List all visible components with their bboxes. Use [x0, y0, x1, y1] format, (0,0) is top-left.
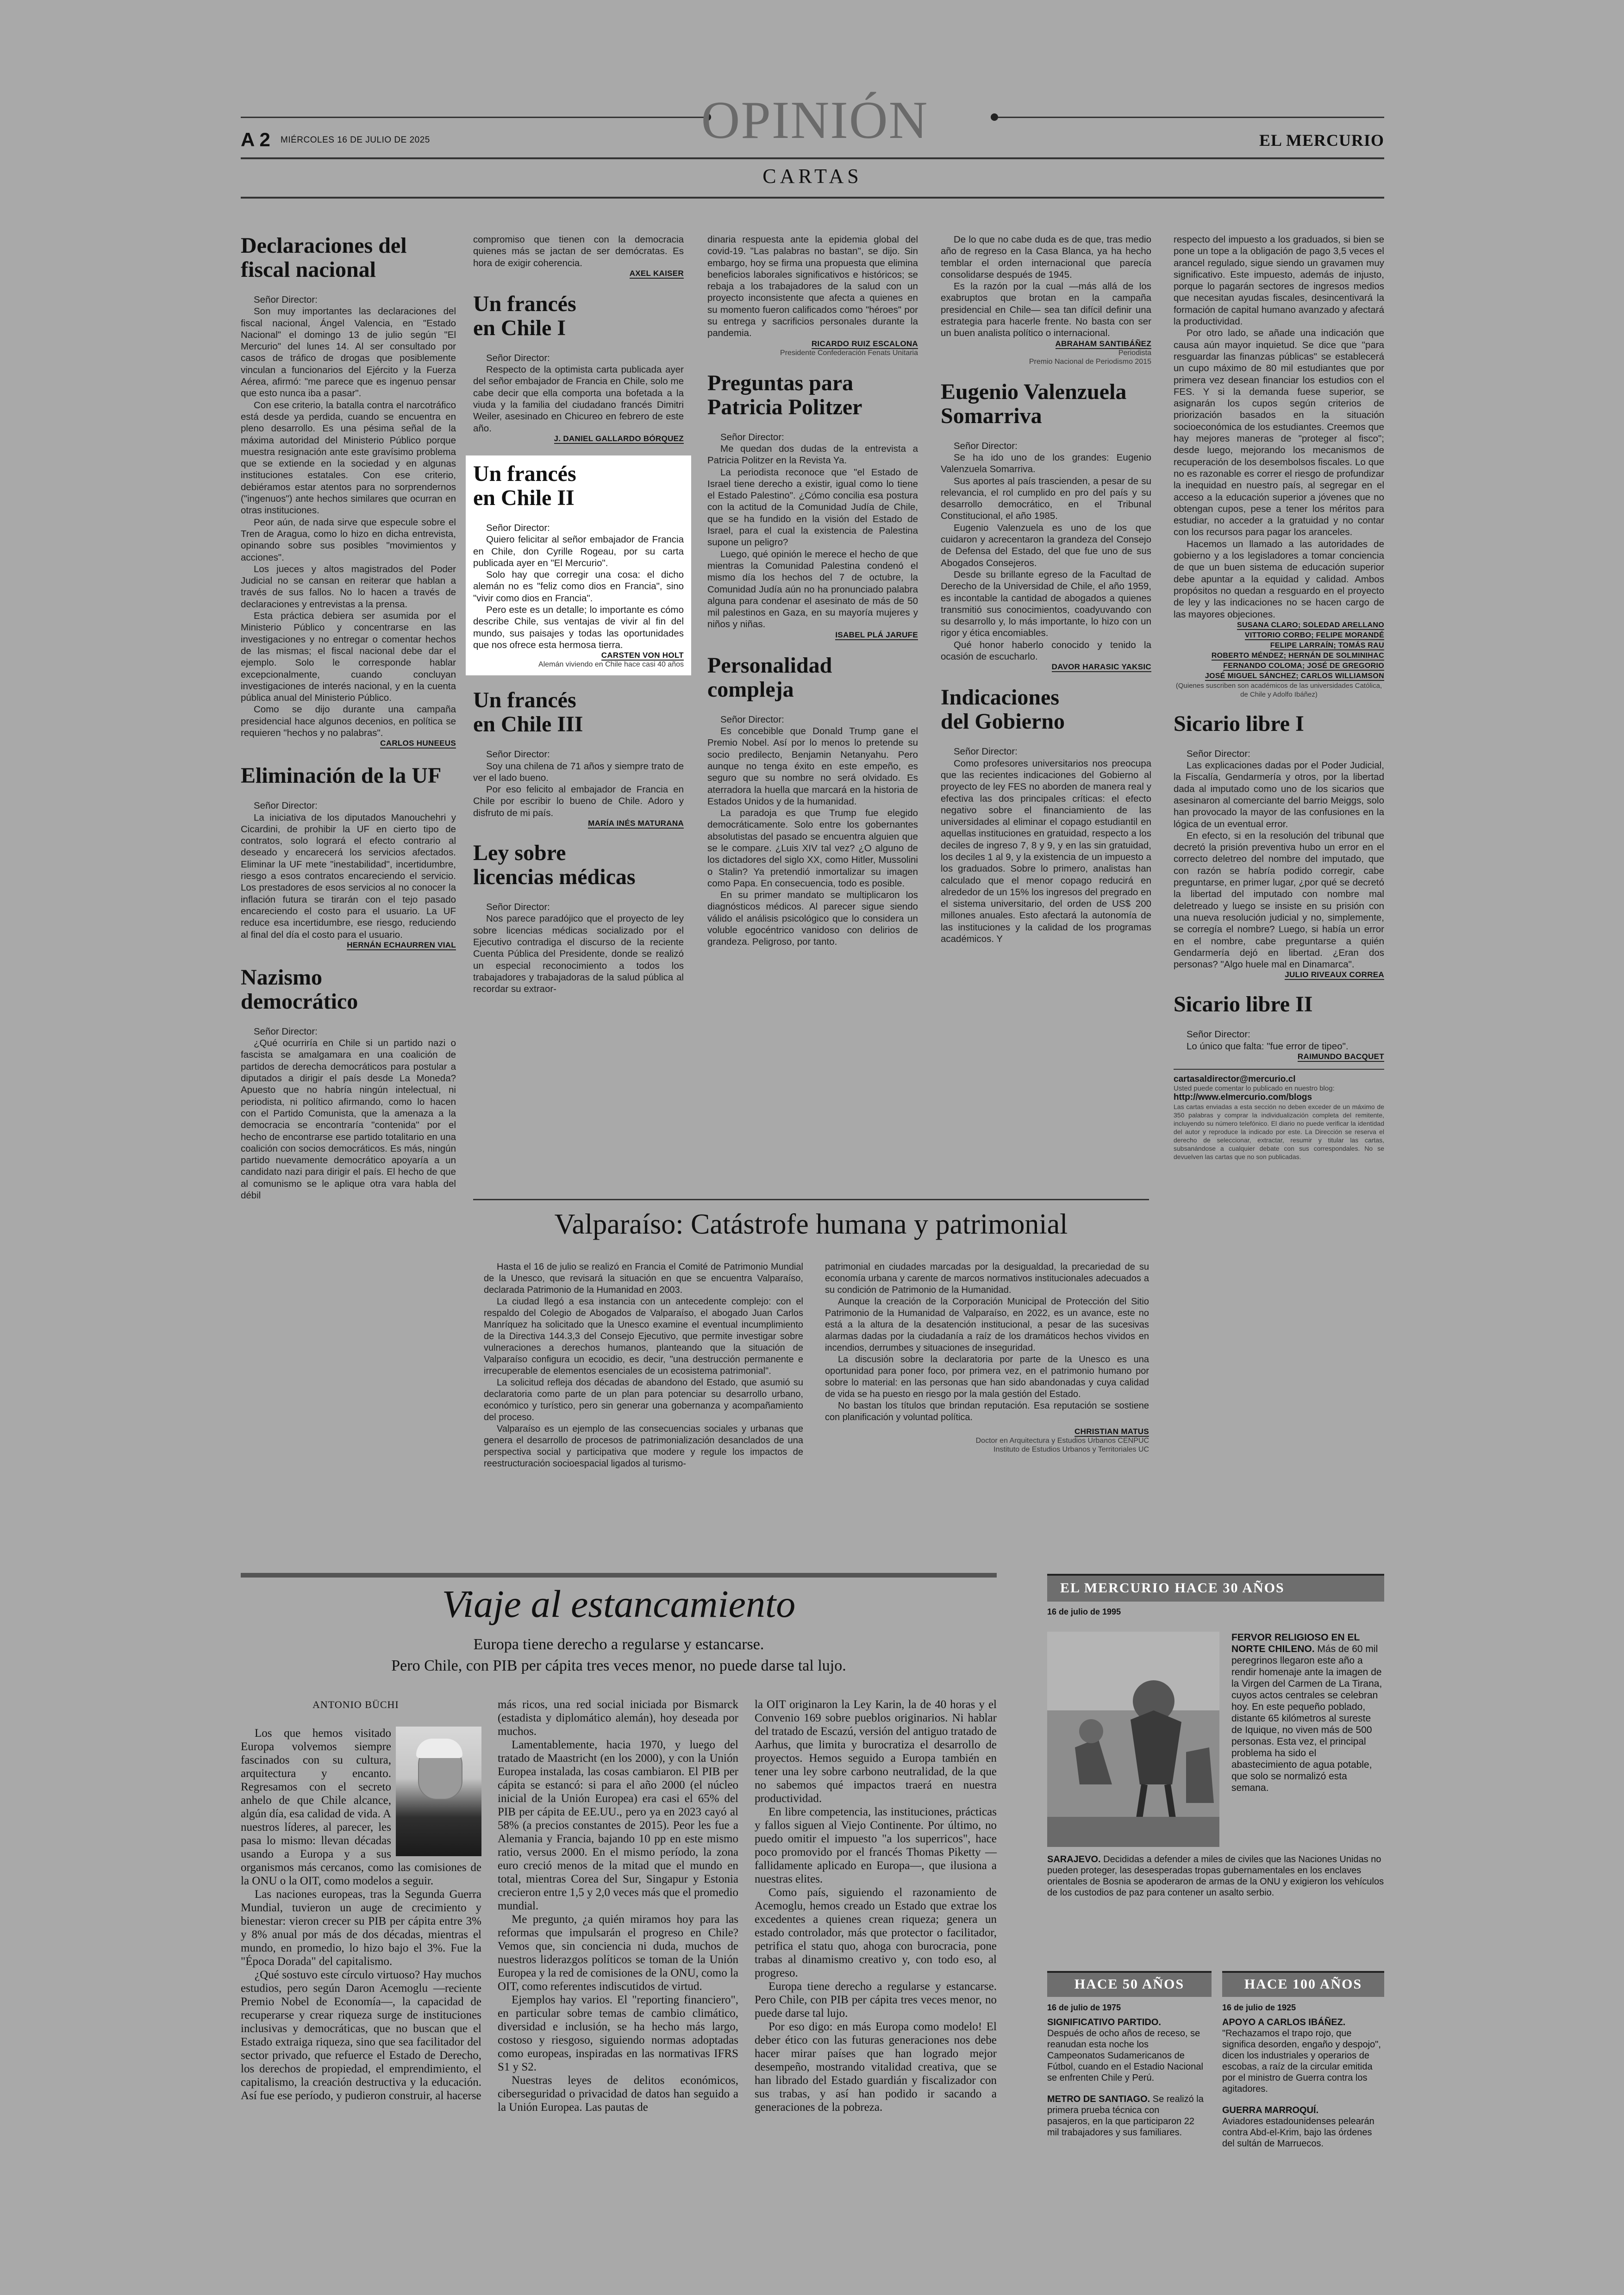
salutation: Señor Director: [720, 431, 784, 443]
deck-line: Pero Chile, con PIB per cápita tres veces menor, no puede darse tal lujo. [391, 1657, 846, 1674]
letter-title: Sicario libre II [1174, 992, 1313, 1017]
letter-body [473, 352, 684, 434]
dancers-photo-icon [1047, 1632, 1219, 1847]
letter-body [241, 800, 456, 941]
letter-body [473, 522, 684, 651]
valpo-signature: CHRISTIAN MATUS [1074, 1427, 1149, 1436]
valpo-col-1: Hasta el 16 de julio se realizó en Francia el Comité de Patrimonio Mundial de la Unesco, que revisará la situación en que se encuentra Valparaíso, declarada Patrimonio de la Humanidad en 2003. La ciudad llegó a esa instancia con un antecedente complejo: con el respaldo del Colegio de Abogados de Valparaíso, el abogado Juan Carlos Manríquez ha solicitado que la Unesco examine el eventual incumplimiento de la Directiva 144.3,3 del Consejo Ejecutivo, que permite investigar sobre vulneraciones a derechos humanos, planteando que la situación de Valparaíso configura un ecocidio, es decir, "una destrucción permanente e irrecuperable de elementos esenciales de un ecosistema patrimonial". La solicitud refleja dos décadas de abandono del Estado, que asumió su declaratoria como parte de un plan para potenciar su desarrollo urbano, económico y turístico, pero sin generar una gobernanza y acompañamiento del proceso. Valparaíso es un ejemplo de las consecuencias sociales y urbanas que genera el desarrollo de procesos de patrimonialización desanclados de una perspectiva social y participativa que modere y regule los impactos de reestructuración socioespacial ligados al turismo- [484, 1262, 803, 1469]
letter-body [941, 746, 1151, 945]
paragraph: Se ha ido uno de los grandes: Eugenio Valenzuela Somarriva. [941, 452, 1151, 475]
history-30-story: FERVOR RELIGIOSO EN EL NORTE CHILENO. Más de 60 mil peregrinos llegaron este año a rendir homenaje ante la imagen de la Virgen del Carmen de La Tirana, cuyos actos centrales se celebran hoy. En este pequeño poblado, distante 65 kilómetros al sureste de Iquique, no viven más de 500 personas. Esta vez, el principal problema ha sido el abastecimiento de agua potable, que solo se normalizó esta semana. [1231, 1632, 1382, 1793]
letter-title: Eugenio Valenzuela Somarriva [941, 379, 1127, 428]
signature-subtitle: Alemán viviendo en Chile hace casi 40 años [538, 661, 684, 669]
letter-continuation: De lo que no cabe duda es de que, tras medio año de regreso en la Casa Blanca, ya ha hecho temblar el orden internacional que parecía consolidarse después de 1945. Es la razón por la cual —más allá de los exabruptos que brotan en la campaña presidencial en Chile— sea tan difícil definir una estrategia para hacerle frente. No basta con ser un buen analista político o internacional. [941, 234, 1151, 339]
column-deck [241, 1634, 997, 1677]
letter-title: Personalidad compleja [707, 653, 832, 702]
letter-title: Un francés en Chile I [473, 291, 576, 340]
contact-note: Usted puede comentar lo publicado en nuestro blog: [1174, 1085, 1335, 1093]
column-top-rule [241, 1573, 997, 1578]
history-30-photo [1047, 1632, 1219, 1847]
column-col-1: Los que hemos visitado Europa volvemos siempre fascinados con su cultura, arquitectura y encanto. Regresamos con el secreto anhelo de que Chile alcance, algún día, esa calidad de vida. A nuestros líderes, al parecer, les pasa lo mismo: llevan décadas usando a Europa y a sus organismos más cercanos, como las comisiones de la ONU o la OIT, como modelos a seguir. Las naciones europeas, tras la Segunda Guerra Mundial, tuvieron un auge de crecimiento y bienestar: vieron crecer su PIB per cápita entre 3% y 8% anual por más de dos décadas, mientras el mundo, en promedio, lo hizo bajo el 3%. Fue la "Época Dorada" del capitalismo. ¿Qué sostuvo este círculo virtuoso? Hay muchos estudios, pero según Daron Acemoglu —reciente Premio Nobel de Economía—, la capacidad de recuperarse y crear riqueza surge de instituciones inclusivas y democráticas, que no buscan que el Estado extraiga riqueza, sino que sea facilitador del sector privado, que refuerce el Estado de Derecho, los derechos de propiedad, el emprendimiento, el capitalismo, la creación destructiva y la educación. Así fue ese período, y pudieron construir, al hacerse [241, 1727, 481, 2102]
brand-logo: EL MERCURIO [1259, 131, 1384, 150]
paragraph: Por eso felicito al embajador de Francia en Chile por escribir lo bueno de Chile. Adoro y disfruto de mi país. [473, 784, 684, 818]
paragraph: Peor aún, de nada sirve que especule sobre el Tren de Aragua, como lo hizo en dicha entrevista, opinando sobre sus posibles "movimientos y acciones". [241, 517, 456, 563]
paragraph: Solo hay que corregir una cosa: el dicho alemán no es "feliz como dios en Francia", sino "vivir como dios en Francia". [473, 569, 684, 604]
history-30-story-2: SARAJEVO. Decididas a defender a miles de civiles que las Naciones Unidas no pueden proteger, las desesperadas tropas gubernamentales en los enclaves orientales de Bosnia se apoderaron de armas de la ONU y exigieron los vehículos de los custodios de paz para contener un asalto serbio. [1047, 1854, 1384, 1898]
header-mid-rule [241, 157, 1384, 159]
salutation: Señor Director: [254, 800, 318, 811]
valpo-title: Valparaíso: Catástrofe humana y patrimonial [554, 1209, 1068, 1240]
paragraph: Eugenio Valenzuela es uno de los que cuidaron y acrecentaron la grandeza del Consejo de Defensa del Estado, del que fue uno de sus Abogados Consejeros. [941, 522, 1151, 568]
letters-col-2 [473, 234, 684, 995]
history-50-col: 16 de julio de 1975 SIGNIFICATIVO PARTIDO. Después de ocho años de receso, se reanudan esta noche los Campeonatos Sudamericanos de Fútbol, cuando en el Estadio Nacional se enfrenten Chile y Perú. METRO DE SANTIAGO. Se realizó la primera prueba técnica con pasajeros, en la que participaron 22 mil trabajadores y sus familiares. [1047, 2003, 1204, 2138]
column-author: ANTONIO BÜCHI [312, 1699, 399, 1710]
paragraph: En su primer mandato se multiplicaron los diagnósticos médicos. Al parecer sigue siendo válido el análisis psicológico que lo considera un voluble egocéntrico vanidoso con delirios de grandeza. Peligroso, por tanto. [707, 890, 918, 948]
valpo-rule [473, 1199, 1149, 1200]
letter-body [473, 748, 684, 819]
letter-signature: DAVOR HARASIC YAKSIC [1051, 662, 1151, 672]
header-right-dot [991, 113, 998, 121]
letter-body [707, 431, 918, 630]
paragraph: Quiero felicitar al señor embajador de Francia en Chile, don Cyrille Rogeau, por su carta publicada ayer en "El Mercurio". [473, 534, 684, 568]
paragraph: La periodista reconoce que "el Estado de Israel tiene derecho a existir, igual como lo tiene el Estado Palestino". ¿Cómo concilia esa postura con la actitud de la Comunidad Judía de Chile, que se ha fundido en la visión del Estado de Israel, para el cual la existencia de Palestina supone un peligro? [707, 467, 918, 548]
paragraph: Esta práctica debiera ser asumida por el Ministerio Público y concentrarse en las investigaciones y no entregar o comentar hechos de las mismas; el fiscal nacional debe dar el ejemplo. Solo le corresponde hablar excepcionalmente, cuando concluyan investigaciones de interés nacional, y en la cuenta pública anual del Ministerio Público. [241, 611, 456, 704]
paragraph: Pero este es un detalle; lo importante es cómo describe Chile, sus ventajas de vivir al fin del mundo, sus paisajes y todas las oportunidades que nos ofrece esta hermosa tierra. [473, 605, 684, 650]
signature-subtitle: Periodista [1118, 349, 1151, 357]
letter-signatures: SUSANA CLARO; SOLEDAD ARELLANO VITTORIO CORBO; FELIPE MORANDÉ FELIPE LARRAÍN; TOMÁS RAU ROBERTO MÉNDEZ; HERNÁN DE SOLMINIHAC FERNANDO COLOMA; JOSÉ DE GREGORIO JOSÉ MIGUEL SÁNCHEZ; CARLOS WILLIAMSON [1205, 621, 1384, 680]
letter-title: Eliminación de la UF [241, 763, 442, 788]
letter-signature: MARÍA INÉS MATURANA [588, 819, 684, 828]
paragraph: La paradoja es que Trump fue elegido democráticamente. Solo entre los gobernantes absolutistas del pasado se encuentra alguien que se le compare. ¿Luis XIV tal vez? ¿O alguno de los dictadores del siglo XX, como Hitler, Mussolini o Stalin? Ya pretendió inmortalizar su imagen como Papa. En consecuencia, todo es posible. [707, 808, 918, 889]
letter-continuation: respecto del impuesto a los graduados, si bien se pone un tope a la obligación de pago 3,5 veces el arancel regulado, sigue siendo un gravamen muy significativo. Este impuesto, además de injusto, porque lo pagarán sectores de ingresos medios que necesitan ayudas fiscales, desincentivará la formación de capital humano avanzado y afectará la productividad. Por otro lado, se añade una indicación que causa aún mayor inquietud. Se dice que "para resguardar las finanzas públicas" se establecerá un cupo máximo de 80 mil estudiantes que por primera vez desean financiar los estudios con el FES. Y si la demanda fuese superior, se asignarán los cupos según criterios de priorización basados en la situación socioeconómica de los estudiantes. Creemos que hay mejores maneras de "proteger al fisco"; desde luego, mejorando los mecanismos de recuperación de los desembolsos fiscales. Lo que no es razonable es correr el riesgo de profundizar la inequidad en nuestro país, al segregar en el acceso a la educación superior a jóvenes que no obtengan cupos, pese a tener los méritos para estudiar, no acceder a la gratuidad y no contar con los recursos para pagar los aranceles. Hacemos un llamado a las autoridades de gobierno y a los legisladores a tomar conciencia de que un buen sistema de educación superior debe apuntar a la equidad y calidad. Ambos propósitos no quedan a resguardo en el proyecto de ley y las indicaciones no se hacen cargo de las mayores objeciones. [1174, 234, 1384, 620]
page-date: MIÉRCOLES 16 DE JULIO DE 2025 [281, 135, 430, 145]
paragraph: Soy una chilena de 71 años y siempre trato de ver el lado bueno. [473, 761, 684, 783]
letter-title: Preguntas para Patricia Politzer [707, 370, 862, 419]
history-100-col: 16 de julio de 1925 APOYO A CARLOS IBÁÑEZ. "Rechazamos el trapo rojo, que significa desorden, engaño y despojo", dicen los industriales y operarios de escobas, a raíz de la circular emitida por el ministro de Guerra contra los agitadores. GUERRA MARROQUÍ. Aviadores estadounidenses pelearán contra Abd-el-Krim, bajo las órdenes del sultán de Marruecos. [1222, 2003, 1381, 2149]
letter-continuation: compromiso que tienen con la democracia quienes más se jactan de ser demócratas. Es hora de exigir coherencia. [473, 234, 684, 268]
signature-subtitle: Presidente Confederación Fenats Unitaria [780, 349, 918, 357]
paragraph: La iniciativa de los diputados Manouchehri y Cicardini, de prohibir la UF en cierto tipo de contratos, solo logrará el efecto contrario al deseado y encarecerá los servicios afectados. Eliminar la UF mete "inestabilidad", incertidumbre, riesgo a esos contratos encareciendo el servicio. Los prestadores de esos servicios al no conocer la inflación futura se tirarán con el tejo pasado encareciendo el costo para el usuario. La UF reduce esa incertidumbre, ese riesgo, reduciendo al final del día el costo para el usuario. [241, 812, 456, 940]
letter-title: Sicario libre I [1174, 711, 1304, 736]
salutation: Señor Director: [1187, 1029, 1250, 1040]
header [241, 88, 1384, 204]
history-30-header [1047, 1574, 1384, 1602]
salutation: Señor Director: [1187, 748, 1250, 759]
history-30-date: 16 de julio de 1995 [1047, 1607, 1121, 1616]
letters-col-3 [707, 234, 918, 948]
salutation: Señor Director: [954, 440, 1018, 451]
salutation: Señor Director: [954, 746, 1018, 757]
subsection-title: CARTAS [762, 165, 862, 187]
letter-signature: RICARDO RUIZ ESCALONA [811, 339, 918, 348]
letter-signature: CARLOS HUNEEUS [380, 739, 456, 748]
paragraph: Nos parece paradójico que el proyecto de ley sobre licencias médicas socializado por el Ejecutivo contradiga el discurso de la reciente Cuenta Pública del Presidente, donde se realizó un especial reconocimiento a todos los trabajadores y trabajadoras de la salud pública al recordar su extraor- [473, 913, 684, 995]
letters-col-1 [241, 234, 456, 1201]
valpo-subtitle: Instituto de Estudios Urbanos y Territoriales UC [993, 1446, 1149, 1453]
salutation: Señor Director: [254, 1026, 318, 1037]
paragraph: Qué honor haberlo conocido y tenido la ocasión de escucharlo. [941, 639, 1151, 662]
salutation: Señor Director: [254, 294, 318, 305]
history-100-title: HACE 100 AÑOS [1244, 1977, 1362, 1992]
letter-signature: CARSTEN VON HOLT [601, 651, 684, 660]
letter-body [1174, 1029, 1384, 1052]
highlighted-letter [466, 455, 691, 675]
page-number: A 2 [241, 129, 270, 150]
letter-title: Declaraciones del fiscal nacional [241, 233, 407, 282]
letter-title: Un francés en Chile III [473, 688, 583, 737]
letter-title: Nazismo democrático [241, 965, 358, 1014]
letter-title: Un francés en Chile II [473, 461, 576, 510]
letter-title: Indicaciones del Gobierno [941, 685, 1065, 734]
letter-body [707, 714, 918, 948]
signature-subtitle: Premio Nacional de Periodismo 2015 [1029, 357, 1151, 366]
history-30-title: EL MERCURIO HACE 30 AÑOS [1060, 1580, 1285, 1596]
salutation: Señor Director: [486, 352, 550, 363]
letters-col-5 [1174, 234, 1384, 1161]
valpo-subtitle: Doctor en Arquitectura y Estudios Urbanos CENPUC [975, 1437, 1149, 1445]
letter-signature: AXEL KAISER [629, 268, 684, 278]
paragraph: En efecto, si en la resolución del tribunal que decretó la prisión preventiva hubo un error en el correcto deletreo del nombre del imputado, que con razón se habría podido corregir, cabe preguntarse, en primer lugar, ¿por qué se decretó la libertad del imputado con nombre mal deletreado y luego se insiste en su prisión con una nueva resolución judicial y no, simplemente, se corregía el nombre? Luego, si había un error en el nombre, cabe preguntarse a quién Gendarmería dejó en libertad. ¿Eran dos personas? "Algo huele mal en Dinamarca". [1174, 830, 1384, 970]
salutation: Señor Director: [486, 522, 550, 533]
history-50-title: HACE 50 AÑOS [1074, 1977, 1185, 1992]
letter-body [473, 901, 684, 995]
paragraph: Con ese criterio, la batalla contra el narcotráfico está desde ya perdida, cuando se encuentra en pleno desarrollo. Es una pésima señal de la máxima autoridad del Ministerio Público porque muestra resignación ante este gravísimo problema que se extiende en la sociedad y en algunas instituciones estatales. Con ese criterio, debiéramos estar atentos para no sorprendernos ("ingenuos") ante hechos similares que ocurran en otras instituciones. [241, 399, 456, 516]
salutation: Señor Director: [486, 749, 550, 760]
letter-body [941, 440, 1151, 663]
header-left-rule [241, 117, 704, 118]
paragraph: Me quedan dos dudas de la entrevista a Patricia Politzer en la Revista Ya. [707, 443, 918, 466]
author-hair [416, 1739, 462, 1758]
letter-body [241, 294, 456, 739]
author-photo [396, 1727, 481, 1856]
paragraph: Son muy importantes las declaraciones del fiscal nacional, Ángel Valencia, en "Estado Nacional" el domingo 13 de julio según "El Mercurio" del lunes 14. Al ser consultado por casos de tráfico de drogas que posiblemente vinculan a funcionarios del Ejército y la Fuerza Aérea, afirmó: "me parece que es ingenuo pensar que esto nunca iba a pasar". [241, 306, 456, 399]
paragraph: ¿Qué ocurriría en Chile si un partido nazi o fascista se amalgamara en una coalición de partidos de derecha democráticos para postular a diputados a dirigir el país desde La Moneda? Apuesto que no habría ningún intelectual, ni periodista, ni político afirmando, como lo hacen con el Partido Comunista, que la amenaza a la democracia se encontraría "contenida" por el hecho de encontrarse ese partido totalitario en una coalición con socios democráticos. Es más, ningún partido nuevamente democrático apoyaría a un candidato nazi para dirigir el país. El hecho de que al comunismo se le aplique otra vara habla del débil [241, 1038, 456, 1201]
salutation: Señor Director: [720, 714, 784, 725]
letter-signature: J. DANIEL GALLARDO BÓRQUEZ [554, 434, 684, 443]
paragraph: Los jueces y altos magistrados del Poder Judicial no se cansan en reiterar que hablan a través de sus fallos. No lo hacen a través de declaraciones y entrevistas a la prensa. [241, 563, 456, 610]
section-title: OPINIÓN [701, 91, 929, 150]
contact-policy: Las cartas enviadas a esta sección no deben exceder de un máximo de 350 palabras y comprar la individualización completa del remitente, incluyendo su número telefónico. El diario no puede verificar la identidad del autor y reproduce la indicado por este. La Dirección se reserva el derecho de seleccionar, extractar, resumir y titular las cartas, subsanándose a cualquier debate con sus correspondales. No se devuelven las cartas que no son publicadas. [1174, 1103, 1384, 1161]
letters-col-4 [941, 234, 1151, 945]
paragraph: Respecto de la optimista carta publicada ayer del señor embajador de Francia en Chile, solo me cabe decir que ella comporta una bofetada a la viuda y la familia del ciudadano francés Dimitri Weiler, asesinado en Chicureo en febrero de este año. [473, 364, 684, 434]
paragraph: Las explicaciones dadas por el Poder Judicial, la Fiscalía, Gendarmería y otros, por la libertad dada al imputado como uno de los sicarios que asesinaron al comerciante del barrio Meiggs, solo han provocado la mayor de las confusiones en la lógica de un eventual error. [1174, 760, 1384, 829]
paragraph: Desde su brillante egreso de la Facultad de Derecho de la Universidad de Chile, el año 1959, es incontable la cantidad de abogados a quienes transmitió sus conocimientos, coadyuvando con su desarrollo y, lo más importante, lo hizo con un rigor y ética encomiables. [941, 569, 1151, 639]
signature-subtitle: (Quienes suscriben son académicos de las universidades Católica, de Chile y Adolfo Ibáñez) [1175, 681, 1382, 698]
contact-email[interactable]: cartasaldirector@mercurio.cl [1174, 1074, 1296, 1085]
paragraph: Como profesores universitarios nos preocupa que las recientes indicaciones del Gobierno al proyecto de ley FES no aborden de manera real y efectiva las dos principales críticas: el efecto negativo sobre el financiamiento de las universidades al eliminar el copago estudiantil en aquellas instituciones en gratuidad, respecto a los deciles de ingreso 7, 8 y 9, y en las sin gratuidad, los deciles 1 al 9, y la existencia de un impuesto a los graduados. Sobre lo primero, analistas han calculado que el menor copago reducirá en alrededor de un 15% los ingresos del pregrado en el sistema universitario, del orden de US$ 200 millones anuales. Esto afectará la autonomía de las instituciones y la calidad de los programas académicos. Y [941, 758, 1151, 945]
letter-body [1174, 748, 1384, 971]
letter-continuation: dinaria respuesta ante la epidemia global del covid-19. "Las palabras no bastan", se dijo. Sin embargo, hoy se firma una propuesta que elimina beneficios laborales significativos e históricos; se rebaja a los trabajadores de la salud con un proyecto inconsistente que afecta a quienes en su momento fueron calificados como "héroes" por su entrega y sacrificios personales durante la pandemia. [707, 234, 918, 339]
column-col-3: la OIT originaron la Ley Karin, la de 40 horas y el Convenio 169 sobre pueblos originarios. Ni hablar del tratado de Escazú, versión del antiguo tratado de Aarhus, que limita y burocratiza el desarrollo de proyectos. Hemos seguido a Europa también en tener una ley sobre carbono neutralidad, de la que no sabemos qué impactos traerá en nuestra productividad. En libre competencia, las instituciones, prácticas y fallos siguen al Viejo Continente. Por último, no puedo omitir el impuesto "a los superricos", hace poco promovido por el francés Thomas Piketty —fallidamente aplicado en Europa—, que ilusiona a nuestras elites. Como país, siguiendo el razonamiento de Acemoglu, hemos creado un Estado que extrae los excedentes a quienes crean riqueza; genera un estado controlador, más que protector o facilitador, petrifica el statu quo, ahoga con burocracia, pone trabas al dinamismo creativo y, con todo eso, al progreso. Europa tiene derecho a regularse y estancarse. Pero Chile, con PIB per cápita tres veces menor, no puede darse tal lujo. Por eso digo: en más Europa como modelo! El deber ético con las futuras generaciones nos debe hacer mirar países que han logrado mejor desempeño, mostrando vitalidad creativa, que se han librado del Estado guardián y fiscalizador con sus trabas, y así han podido ir sacando a generaciones de la pobreza. [755, 1698, 997, 2114]
column-col-2: más ricos, una red social iniciada por Bismarck (estadista y diplomático alemán), hoy deseada por muchos. Lamentablemente, hacia 1970, y luego del tratado de Maastricht (en los 2000), y con la Unión Europea instalada, las cosas cambiaron. El PIB per cápita se estancó: si para el año 2000 (el núcleo inicial de la Unión Europea) era casi el 65% del PIB per cápita de EE.UU., pero ya en 2023 cayó al 58% (a precios constantes de 2015). Peor les fue a Alemania y Francia, bajando 10 pp en este mismo ratio, versus 2000. En el mismo período, la zona euro creció menos de la mitad que el mundo en total, mientras Corea del Sur, Singapur y Estonia crecieron entre 1,5 y 2,0 veces más que el promedio mundial. Me pregunto, ¿a quién miramos hoy para las reformas que impulsarán el progreso en Chile? Vemos que, sin conciencia ni duda, muchos de nuestros liderazgos políticos se toman de la Unión Europea y la red de comisiones de la ONU, como la OIT, como referentes indiscutidos de virtud. Ejemplos hay varios. El "reporting financiero", en particular sobre temas de cambio climático, diversidad e inclusión, se ha hecho más largo, costoso y riesgoso, siguiendo normas adoptadas como europeas, inspiradas en las normativas IFRS S1 y S2. Nuestras leyes de delitos económicos, ciberseguridad o privacidad de datos han seguido a la Unión Europea. Las pautas de [498, 1698, 738, 2114]
header-bottom-rule [241, 197, 1384, 199]
paragraph: Luego, qué opinión le merece el hecho de que mientras la Comunidad Palestina condenó el mismo día los hechos del 7 de octubre, la Comunidad Judía aún no ha pronunciado palabra alguna para condenar el asesinato de más de 50 mil palestinos en Gaza, en su mayoría mujeres y niños y niñas. [707, 549, 918, 630]
header-right-rule [998, 117, 1384, 118]
paragraph: Es concebible que Donald Trump gane el Premio Nobel. Así por lo menos lo pretende su socio predilecto, Benjamin Netanyahu. Pero aunque no tenga éxito en este empeño, es seguro que su nombre no será olvidado. Es aterradora la huella que marcará en la historia de Estados Unidos y de la humanidad. [707, 726, 918, 807]
paragraph: Sus aportes al país trascienden, a pesar de su relevancia, el rol cumplido en pro del país y su desarrollo democrático, en el Tribunal Constitucional, el año 1985. [941, 475, 1151, 522]
letter-signature: HERNÁN ECHAURREN VIAL [347, 940, 456, 949]
column-title: Viaje al estancamiento [442, 1583, 796, 1626]
letter-signature: RAIMUNDO BACQUET [1297, 1052, 1384, 1061]
salutation: Señor Director: [486, 902, 550, 913]
history-50-header [1047, 1971, 1212, 1997]
letter-body [241, 1026, 456, 1201]
paragraph: Como se dijo durante una campaña presidencial hace algunos decenios, en política se requieren "hechos y no palabras". [241, 704, 456, 738]
paragraph: Lo único que falta: "fue error de tipeo". [1187, 1041, 1349, 1052]
contact-box [1174, 1069, 1384, 1161]
blog-link[interactable]: http://www.elmercurio.com/blogs [1174, 1092, 1312, 1103]
letter-signature: ISABEL PLÁ JARUFE [835, 630, 918, 639]
letter-title: Ley sobre licencias médicas [473, 841, 636, 890]
letter-signature: ABRAHAM SANTIBÁÑEZ [1055, 339, 1151, 348]
history-100-header [1222, 1971, 1384, 1997]
valpo-col-2: patrimonial en ciudades marcadas por la desigualdad, la precariedad de su economía urbana y carente de marcos normativos institucionales adecuados a su condición de Patrimonio de la Humanidad. Aunque la creación de la Corporación Municipal de Protección del Sitio Patrimonio de la Humanidad de Valparaíso, en 2022, es un avance, este no está a la altura de la desatención institucional, a pesar de las sucesivas alarmas dadas por la ciudadanía a raíz de los dramáticos hechos vividos en incendios, derrumbes y situaciones de inseguridad. La discusión sobre la declaratoria por parte de la Unesco es una oportunidad para poner foco, por primera vez, en el patrimonio humano por sobre lo material: en las personas que han sido abandonadas y cuya calidad de vida se ha puesto en riesgo por la mala gestión del Estado. No bastan los títulos que brindan reputación. Esa reputación se sostiene con planificación y voluntad política. CHRISTIAN MATUS Doctor en Arquitectura y Estudios Urbanos CENPUC Instituto de Estudios Urbanos y Territoriales UC [825, 1262, 1149, 1453]
deck-line: Europa tiene derecho a regularse y estancarse. [473, 1636, 764, 1653]
letter-signature: JULIO RIVEAUX CORREA [1285, 970, 1384, 979]
